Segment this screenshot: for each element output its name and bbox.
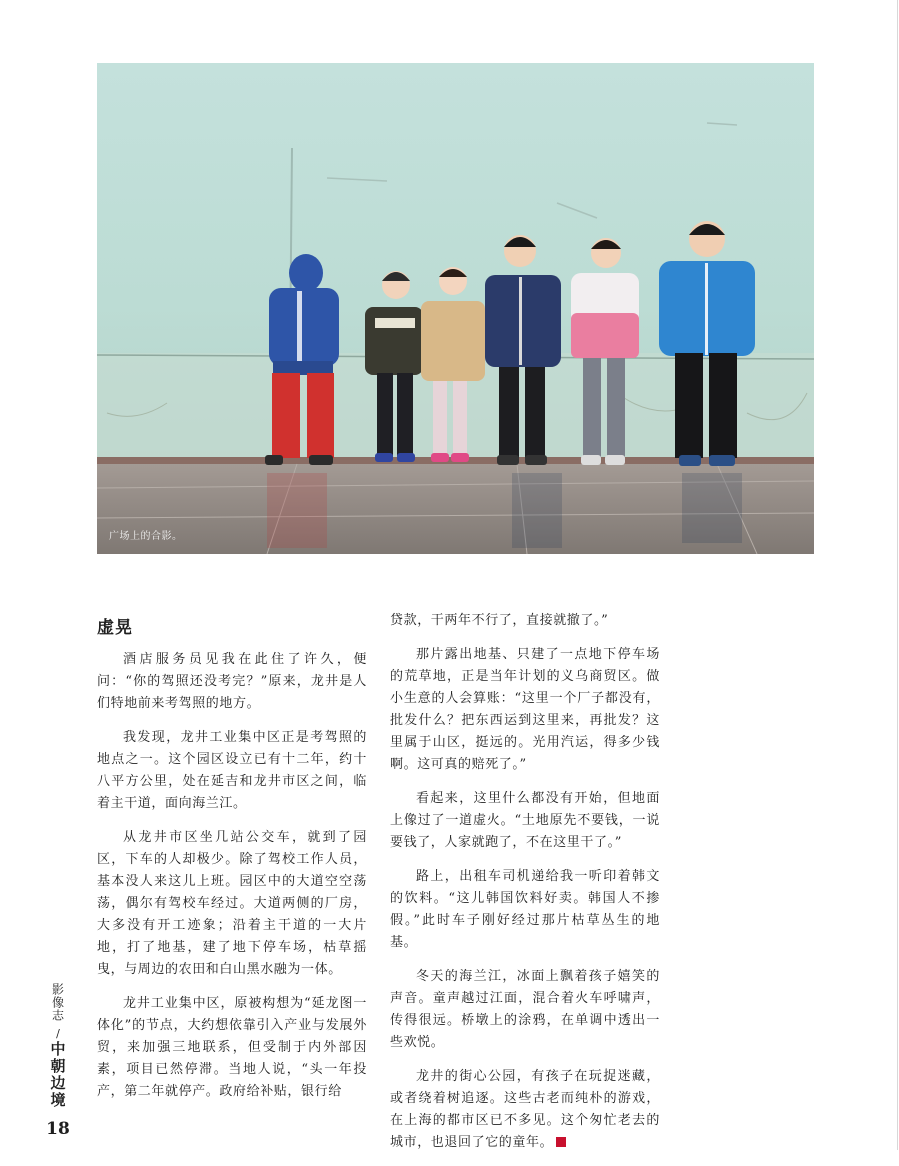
page-folio (46, 983, 70, 1139)
paragraph: 那片露出地基、只建了一点地下停车场的荒草地，正是当年计划的义乌商贸区。做小生意的人会算账：“这里一个厂子都没有，批发什么？把东西运到这里来，再批发？这里属于山区，挺远的。光用汽运，得多少钱啊。这可真的赔死了。” (390, 647, 660, 772)
article-column-right (390, 610, 660, 1166)
paragraph: 我发现，龙井工业集中区正是考驾照的地点之一。这个园区设立已有十二年，约十八平方公里，处在延吉和龙井市区之间，临着主干道，面向海兰江。 (97, 730, 367, 811)
page-number: 18 (46, 1119, 70, 1139)
section-name: 中朝边境 (48, 1041, 67, 1109)
page-edge-line (897, 0, 898, 1150)
end-mark-icon (556, 1137, 566, 1147)
paragraph-continuation: 贷款，干两年不行了，直接就撤了。” (390, 613, 609, 628)
magazine-name: 影像志 (50, 983, 65, 1022)
paragraph: 从龙井市区坐几站公交车，就到了园区，下车的人却极少。除了驾校工作人员，基本没人来这儿上班。园区中的大道空空荡荡，偶尔有驾校车经过。大道两侧的厂房，大多没有开工迹象；沿着主干道的一大片地，打了地基，建了地下停车场，枯草摇曳，与周边的农田和白山黑水融为一体。 (97, 830, 367, 977)
photo-illustration (97, 63, 814, 554)
paragraph: 酒店服务员见我在此住了许久，便问：“你的驾照还没考完？”原来，龙井是人们特地前来考驾照的地方。 (97, 652, 367, 711)
photo (97, 63, 814, 554)
paragraph: 路上，出租车司机递给我一听印着韩文的饮料。“这儿韩国饮料好卖。韩国人不掺假。”此时车子刚好经过那片枯草丛生的地基。 (390, 869, 660, 950)
final-paragraph-text: 龙井的街心公园，有孩子在玩捉迷藏，或者绕着树追逐。这些古老而纯朴的游戏，在上海的都市区已不多见。这个匆忙老去的城市，也退回了它的童年。 (390, 1069, 660, 1150)
photo-caption: 广场上的合影。 (109, 531, 183, 542)
folio-slash: / (56, 1027, 60, 1040)
paragraph: 龙井工业集中区，原被构想为“延龙图一体化”的节点，大约想依靠引入产业与发展外贸，来加强三地联系，但受制于内外部因素，项目已然停滞。当地人说，“头一年投产，第二年就停产。政府给补贴，银行给 (97, 996, 367, 1099)
paragraph: 冬天的海兰江，冰面上飘着孩子嬉笑的声音。童声越过江面，混合着火车呼啸声，传得很远。桥墩上的涂鸦，在单调中透出一些欢悦。 (390, 969, 660, 1050)
article-column-left (97, 613, 367, 1115)
final-paragraph (390, 1066, 660, 1154)
paragraph: 看起来，这里什么都没有开始，但地面上像过了一道虚火。“土地原先不要钱，一说要钱了，人家就跑了，不在这里干了。” (390, 791, 660, 850)
article-heading: 虚晃 (97, 618, 133, 638)
